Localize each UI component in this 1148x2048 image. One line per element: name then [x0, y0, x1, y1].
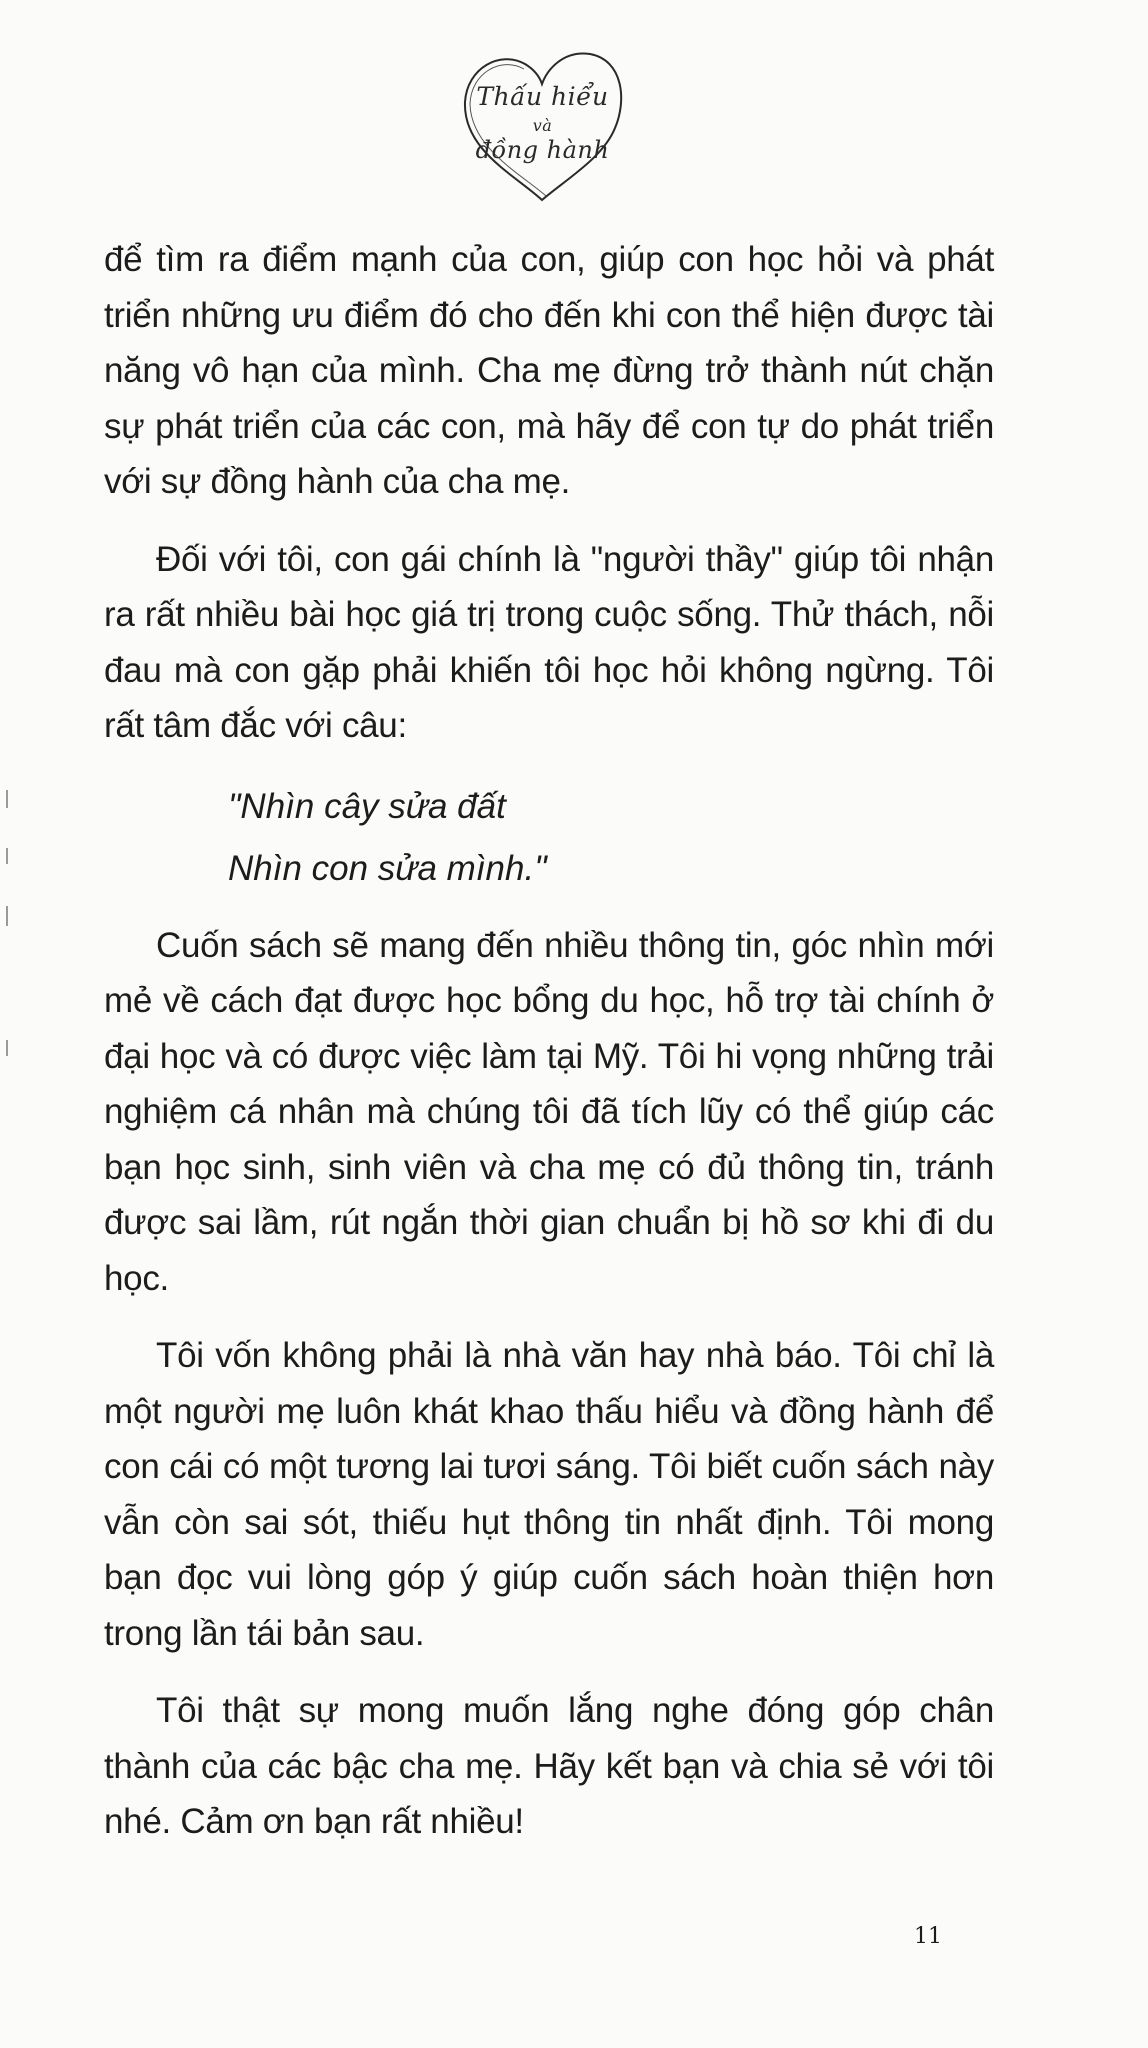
logo-line-1: Thấu hiểu — [476, 82, 609, 111]
paragraph-1: để tìm ra điểm mạnh của con, giúp con học hỏi và phát triển những ưu điểm đó cho đến khi con thể hiện được tài năng vô hạn của mình. Cha mẹ đừng trở thành nút chặn sự phát triển của các con, mà hãy để con tự do phát triển với sự đồng hành của cha mẹ. — [104, 240, 994, 501]
paragraph-3: Cuốn sách sẽ mang đến nhiều thông tin, góc nhìn mới mẻ về cách đạt được học bổng du học, hỗ trợ tài chính ở đại học và có được việc làm tại Mỹ. Tôi hi vọng những trải nghiệm cá nhân mà chúng tôi đã tích lũy có thể giúp các bạn học sinh, sinh viên và cha mẹ có đủ thông tin, tránh được sai lầm, rút ngắn thời gian chuẩn bị hồ sơ khi đi du học. — [104, 925, 994, 1298]
margin-marks — [4, 790, 10, 1060]
quote-line-1: "Nhìn cây sửa đất — [228, 786, 506, 826]
paragraph-2: Đối với tôi, con gái chính là "người thầy" giúp tôi nhận ra rất nhiều bài học giá trị trong cuộc sống. Thử thách, nỗi đau mà con gặp phải khiến tôi học hỏi không ngừng. Tôi rất tâm đắc với câu: — [104, 539, 994, 745]
logo-line-3: đồng hành — [475, 136, 610, 164]
paragraph-5: Tôi thật sự mong muốn lắng nghe đóng góp chân thành của các bậc cha mẹ. Hãy kết bạn và chia sẻ với tôi nhé. Cảm ơn bạn rất nhiều! — [104, 1691, 994, 1841]
heart-logo — [455, 40, 630, 210]
logo-line-2: và — [532, 116, 553, 135]
paragraph-4: Tôi vốn không phải là nhà văn hay nhà báo. Tôi chỉ là một người mẹ luôn khát khao thấu hiểu và đồng hành để con cái có một tương lai tươi sáng. Tôi biết cuốn sách này vẫn còn sai sót, thiếu hụt thông tin nhất định. Tôi mong bạn đọc vui lòng góp ý giúp cuốn sách hoàn thiện hơn trong lần tái bản sau. — [104, 1336, 994, 1653]
body-text — [104, 232, 994, 1872]
page-number: 11 — [914, 1924, 942, 1949]
quote-line-2: Nhìn con sửa mình." — [228, 848, 547, 888]
quote-block — [104, 776, 994, 900]
